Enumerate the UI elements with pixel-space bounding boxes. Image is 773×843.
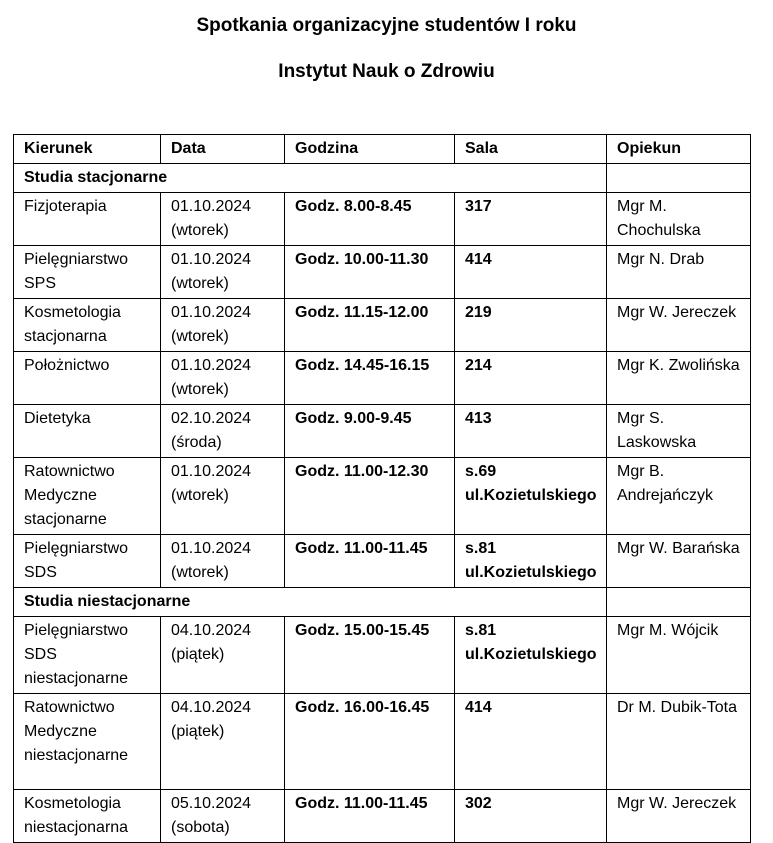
cell-godzina: Godz. 14.45-16.15 [285,352,455,405]
cell-sala: 317 [455,193,607,246]
cell-opiekun: Mgr N. Drab [607,246,751,299]
cell-godzina: Godz. 8.00-8.45 [285,193,455,246]
table-row [14,352,751,405]
header-opiekun: Opiekun [607,135,751,164]
cell-sala: 414 [455,694,607,790]
cell-kierunek: Kosmetologia stacjonarna [14,299,161,352]
cell-godzina: Godz. 16.00-16.45 [285,694,455,790]
cell-sala: s.81 ul.Kozietulskiego [455,535,607,588]
section-row-niestacjonarne [14,588,751,617]
cell-godzina: Godz. 9.00-9.45 [285,405,455,458]
cell-godzina: Godz. 10.00-11.30 [285,246,455,299]
cell-data: 01.10.2024 (wtorek) [161,535,285,588]
cell-kierunek: Ratownictwo Medyczne niestacjonarne [14,694,161,790]
table-row [14,617,751,694]
cell-data: 01.10.2024 (wtorek) [161,246,285,299]
empty-cell [607,164,751,193]
cell-godzina: Godz. 11.00-11.45 [285,790,455,843]
cell-kierunek: Fizjoterapia [14,193,161,246]
cell-sala: 302 [455,790,607,843]
cell-kierunek: Pielęgniarstwo SDS [14,535,161,588]
cell-godzina: Godz. 11.00-11.45 [285,535,455,588]
header-godzina: Godzina [285,135,455,164]
section-label: Studia stacjonarne [14,164,607,193]
cell-opiekun: Mgr W. Barańska [607,535,751,588]
header-kierunek: Kierunek [14,135,161,164]
cell-data: 04.10.2024 (piątek) [161,617,285,694]
table-row [14,246,751,299]
header-data: Data [161,135,285,164]
cell-sala: 413 [455,405,607,458]
cell-opiekun: Mgr M. Wójcik [607,617,751,694]
cell-data: 01.10.2024 (wtorek) [161,193,285,246]
cell-data: 01.10.2024 (wtorek) [161,299,285,352]
document-title: Spotkania organizacyjne studentów I roku [196,15,577,36]
cell-kierunek: Kosmetologia niestacjonarna [14,790,161,843]
table-row [14,193,751,246]
table-row [14,405,751,458]
table-row [14,790,751,843]
header-sala: Sala [455,135,607,164]
table-row [14,694,751,790]
schedule-table [13,134,751,843]
table-header-row [14,135,751,164]
cell-data: 02.10.2024 (środa) [161,405,285,458]
cell-kierunek: Pielęgniarstwo SPS [14,246,161,299]
cell-opiekun: Mgr W. Jereczek [607,790,751,843]
cell-data: 05.10.2024 (sobota) [161,790,285,843]
cell-opiekun: Dr M. Dubik-Tota [607,694,751,790]
empty-cell [607,588,751,617]
cell-godzina: Godz. 11.15-12.00 [285,299,455,352]
cell-opiekun: Mgr M. Chochulska [607,193,751,246]
cell-godzina: Godz. 11.00-12.30 [285,458,455,535]
cell-sala: s.81 ul.Kozietulskiego [455,617,607,694]
cell-opiekun: Mgr B. Andrejańczyk [607,458,751,535]
cell-kierunek: Pielęgniarstwo SDS niestacjonarne [14,617,161,694]
cell-kierunek: Położnictwo [14,352,161,405]
table-row [14,299,751,352]
cell-data: 04.10.2024 (piątek) [161,694,285,790]
cell-sala: 219 [455,299,607,352]
cell-kierunek: Dietetyka [14,405,161,458]
cell-sala: s.69 ul.Kozietulskiego [455,458,607,535]
cell-opiekun: Mgr S. Laskowska [607,405,751,458]
cell-godzina: Godz. 15.00-15.45 [285,617,455,694]
section-label: Studia niestacjonarne [14,588,607,617]
cell-kierunek: Ratownictwo Medyczne stacjonarne [14,458,161,535]
table-row [14,458,751,535]
section-row-stacjonarne [14,164,751,193]
cell-sala: 414 [455,246,607,299]
cell-sala: 214 [455,352,607,405]
cell-data: 01.10.2024 (wtorek) [161,458,285,535]
cell-data: 01.10.2024 (wtorek) [161,352,285,405]
cell-opiekun: Mgr K. Zwolińska [607,352,751,405]
document-subtitle: Instytut Nauk o Zdrowiu [278,61,495,82]
table-row [14,535,751,588]
cell-opiekun: Mgr W. Jereczek [607,299,751,352]
